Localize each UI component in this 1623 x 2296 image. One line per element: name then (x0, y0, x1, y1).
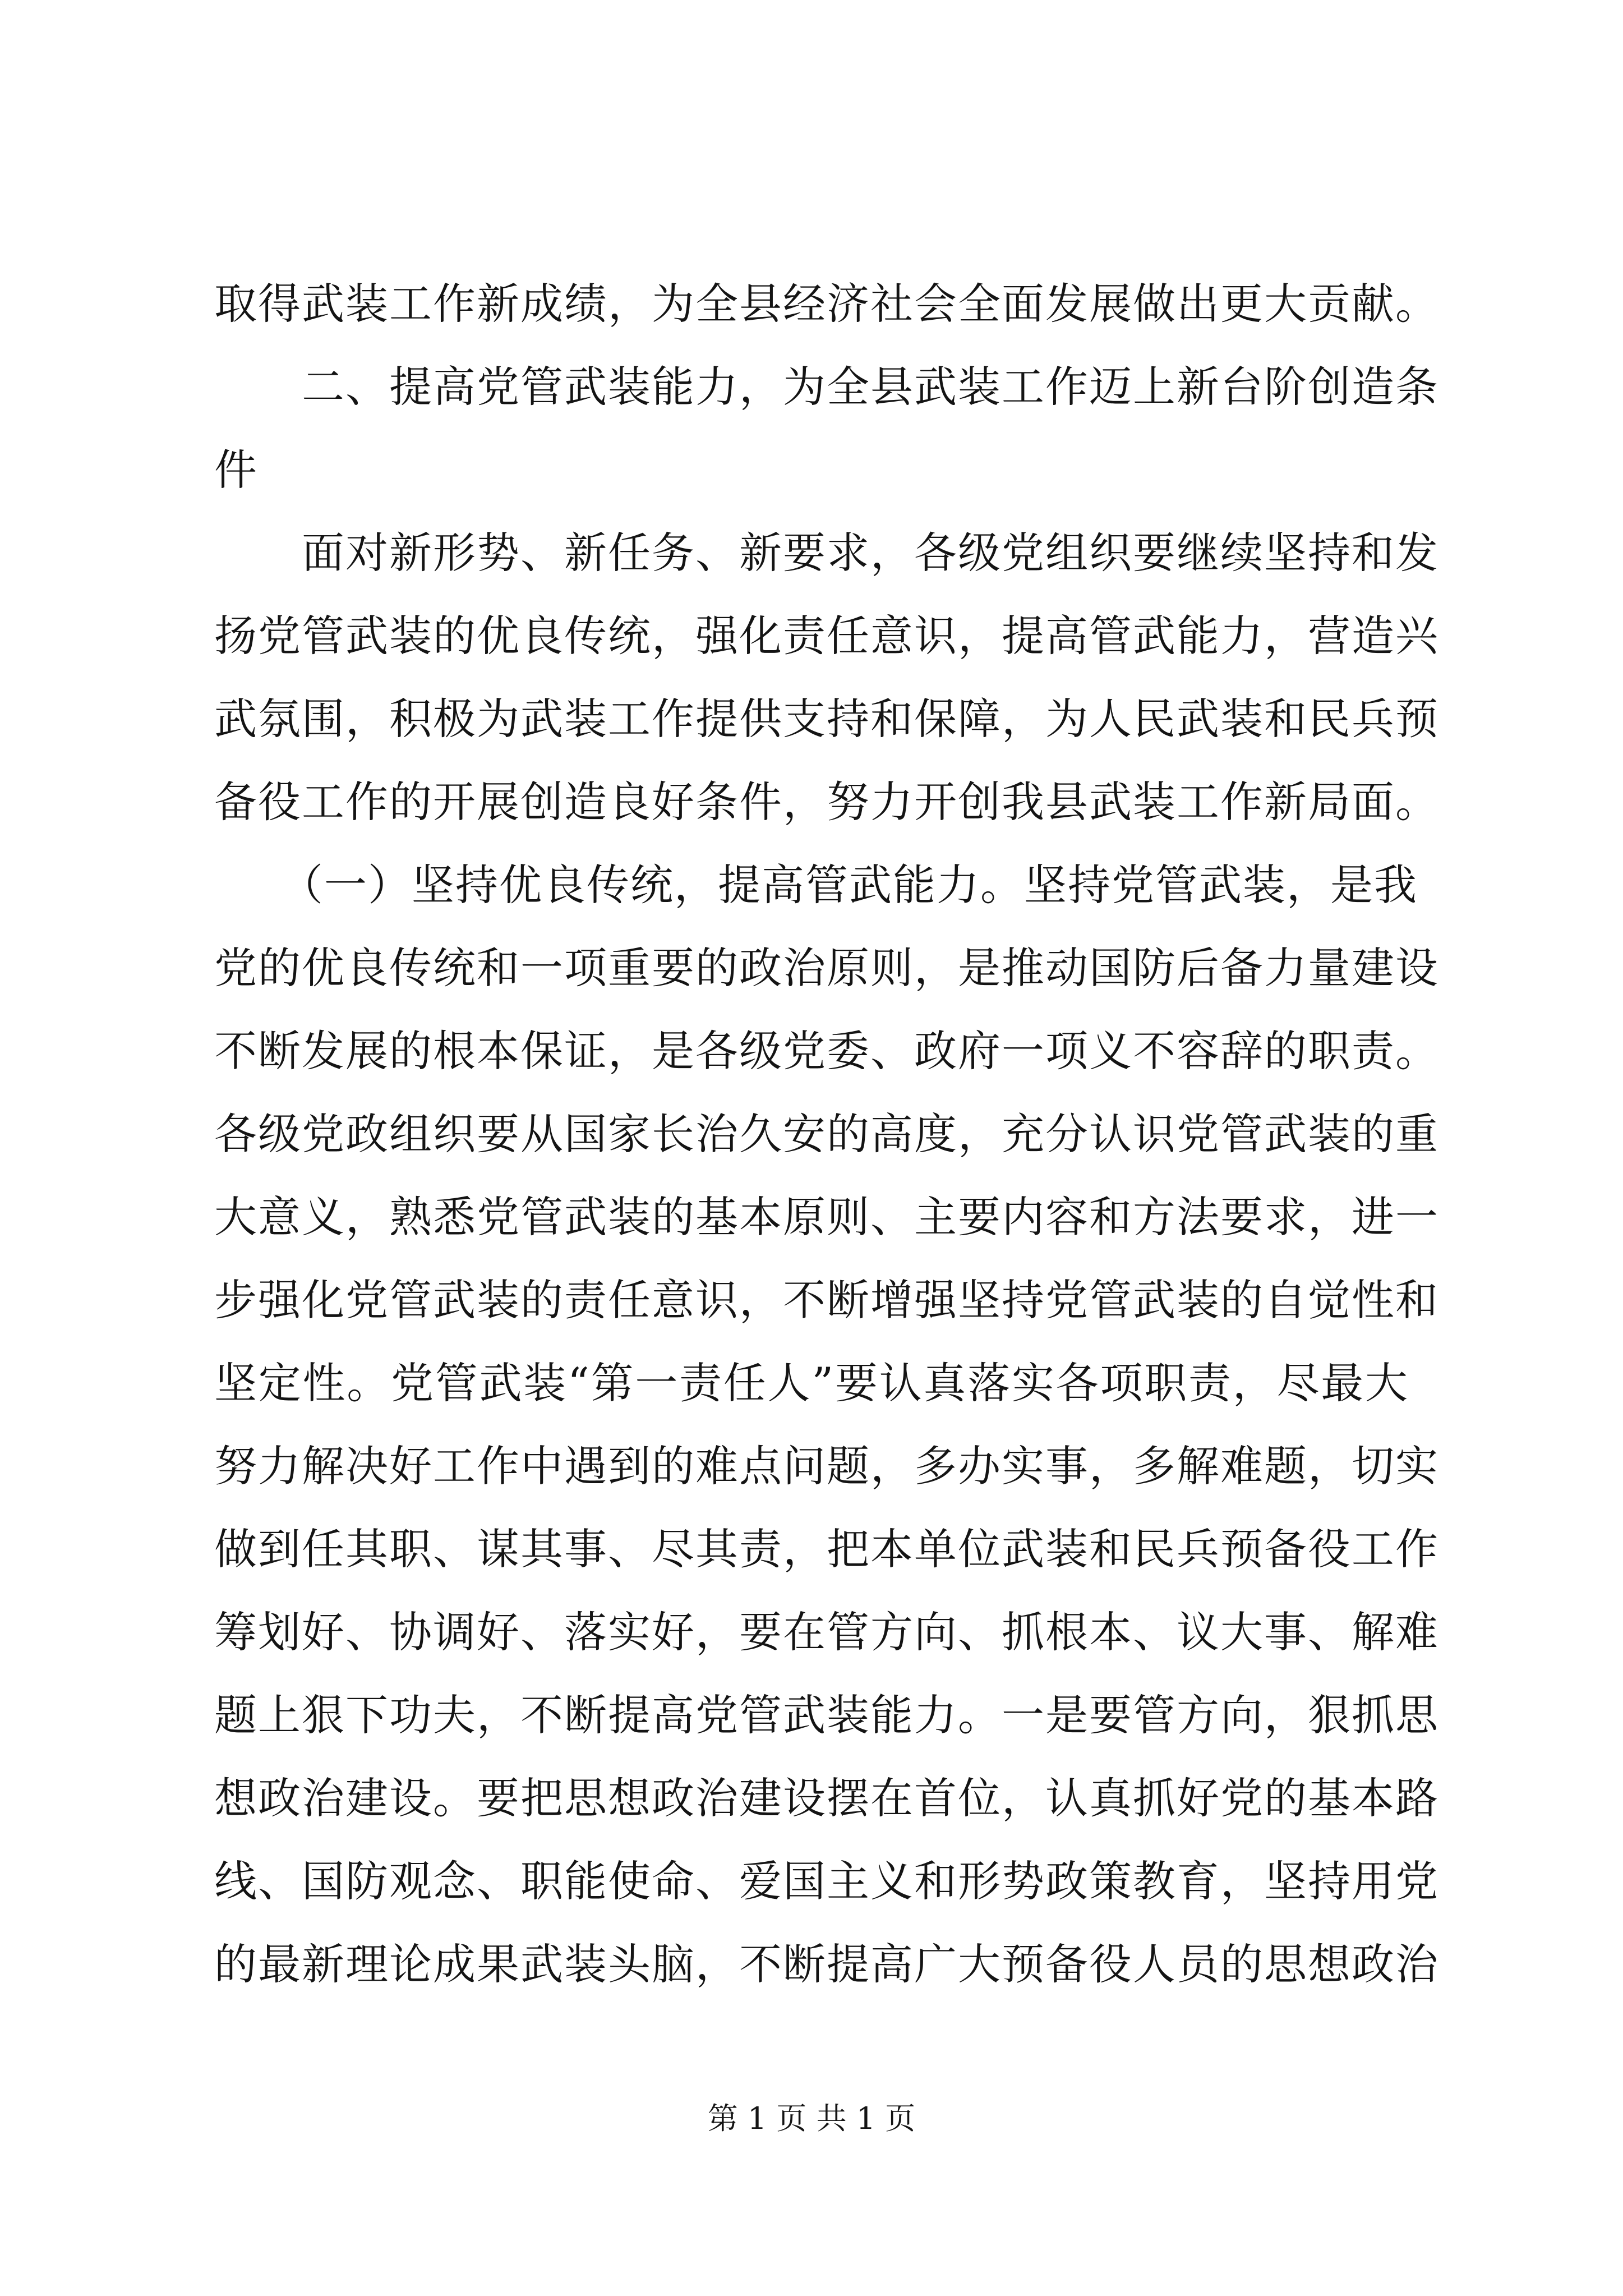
text-line: 题上狠下功夫，不断提高党管武装能力。一是要管方向，狠抓思 (214, 1690, 1439, 1740)
body-text (214, 263, 1439, 2006)
text-line: 武氛围，积极为武装工作提供支持和保障，为人民武装和民兵预 (214, 694, 1439, 744)
page-footer: 第 1 页 共 1 页 (707, 2101, 916, 2136)
text-line: 大意义，熟悉党管武装的基本原则、主要内容和方法要求，进一 (214, 1192, 1439, 1242)
text-line: 线、国防观念、职能使命、爱国主义和形势政策教育，坚持用党 (214, 1856, 1439, 1906)
text-line: 不断发展的根本保证，是各级党委、政府一项义不容辞的职责。 (214, 1026, 1439, 1076)
text-line: 筹划好、协调好、落实好，要在管方向、抓根本、议大事、解难 (214, 1607, 1439, 1657)
text-line: 的最新理论成果武装头脑，不断提高广大预备役人员的思想政治 (214, 1939, 1439, 1989)
section-heading-line: 件 (214, 445, 258, 495)
text-line: 做到任其职、谋其事、尽其责，把本单位武装和民兵预备役工作 (214, 1524, 1439, 1574)
text-line: 党的优良传统和一项重要的政治原则，是推动国防后备力量建设 (214, 943, 1439, 993)
text-line: 想政治建设。要把思想政治建设摆在首位，认真抓好党的基本路 (214, 1773, 1439, 1823)
text-line: 各级党政组织要从国家长治久安的高度，充分认识党管武装的重 (214, 1109, 1439, 1159)
text-line: 努力解决好工作中遇到的难点问题，多办实事，多解难题，切实 (214, 1441, 1439, 1491)
text-line: （一）坚持优良传统，提高管武能力。坚持党管武装，是我 (214, 860, 1418, 910)
section-heading-line: 二、提高党管武装能力，为全县武装工作迈上新台阶创造条 (214, 362, 1439, 412)
text-line: 面对新形势、新任务、新要求，各级党组织要继续坚持和发 (214, 528, 1439, 578)
text-line: 坚定性。党管武装“第一责任人”要认真落实各项职责，尽最大 (214, 1358, 1409, 1408)
text-line: 备役工作的开展创造良好条件，努力开创我县武装工作新局面。 (214, 777, 1439, 827)
text-line: 取得武装工作新成绩，为全县经济社会全面发展做出更大贡献。 (214, 279, 1439, 329)
text-line: 扬党管武装的优良传统，强化责任意识，提高管武能力，营造兴 (214, 611, 1439, 661)
text-line: 步强化党管武装的责任意识，不断增强坚持党管武装的自觉性和 (214, 1275, 1439, 1325)
